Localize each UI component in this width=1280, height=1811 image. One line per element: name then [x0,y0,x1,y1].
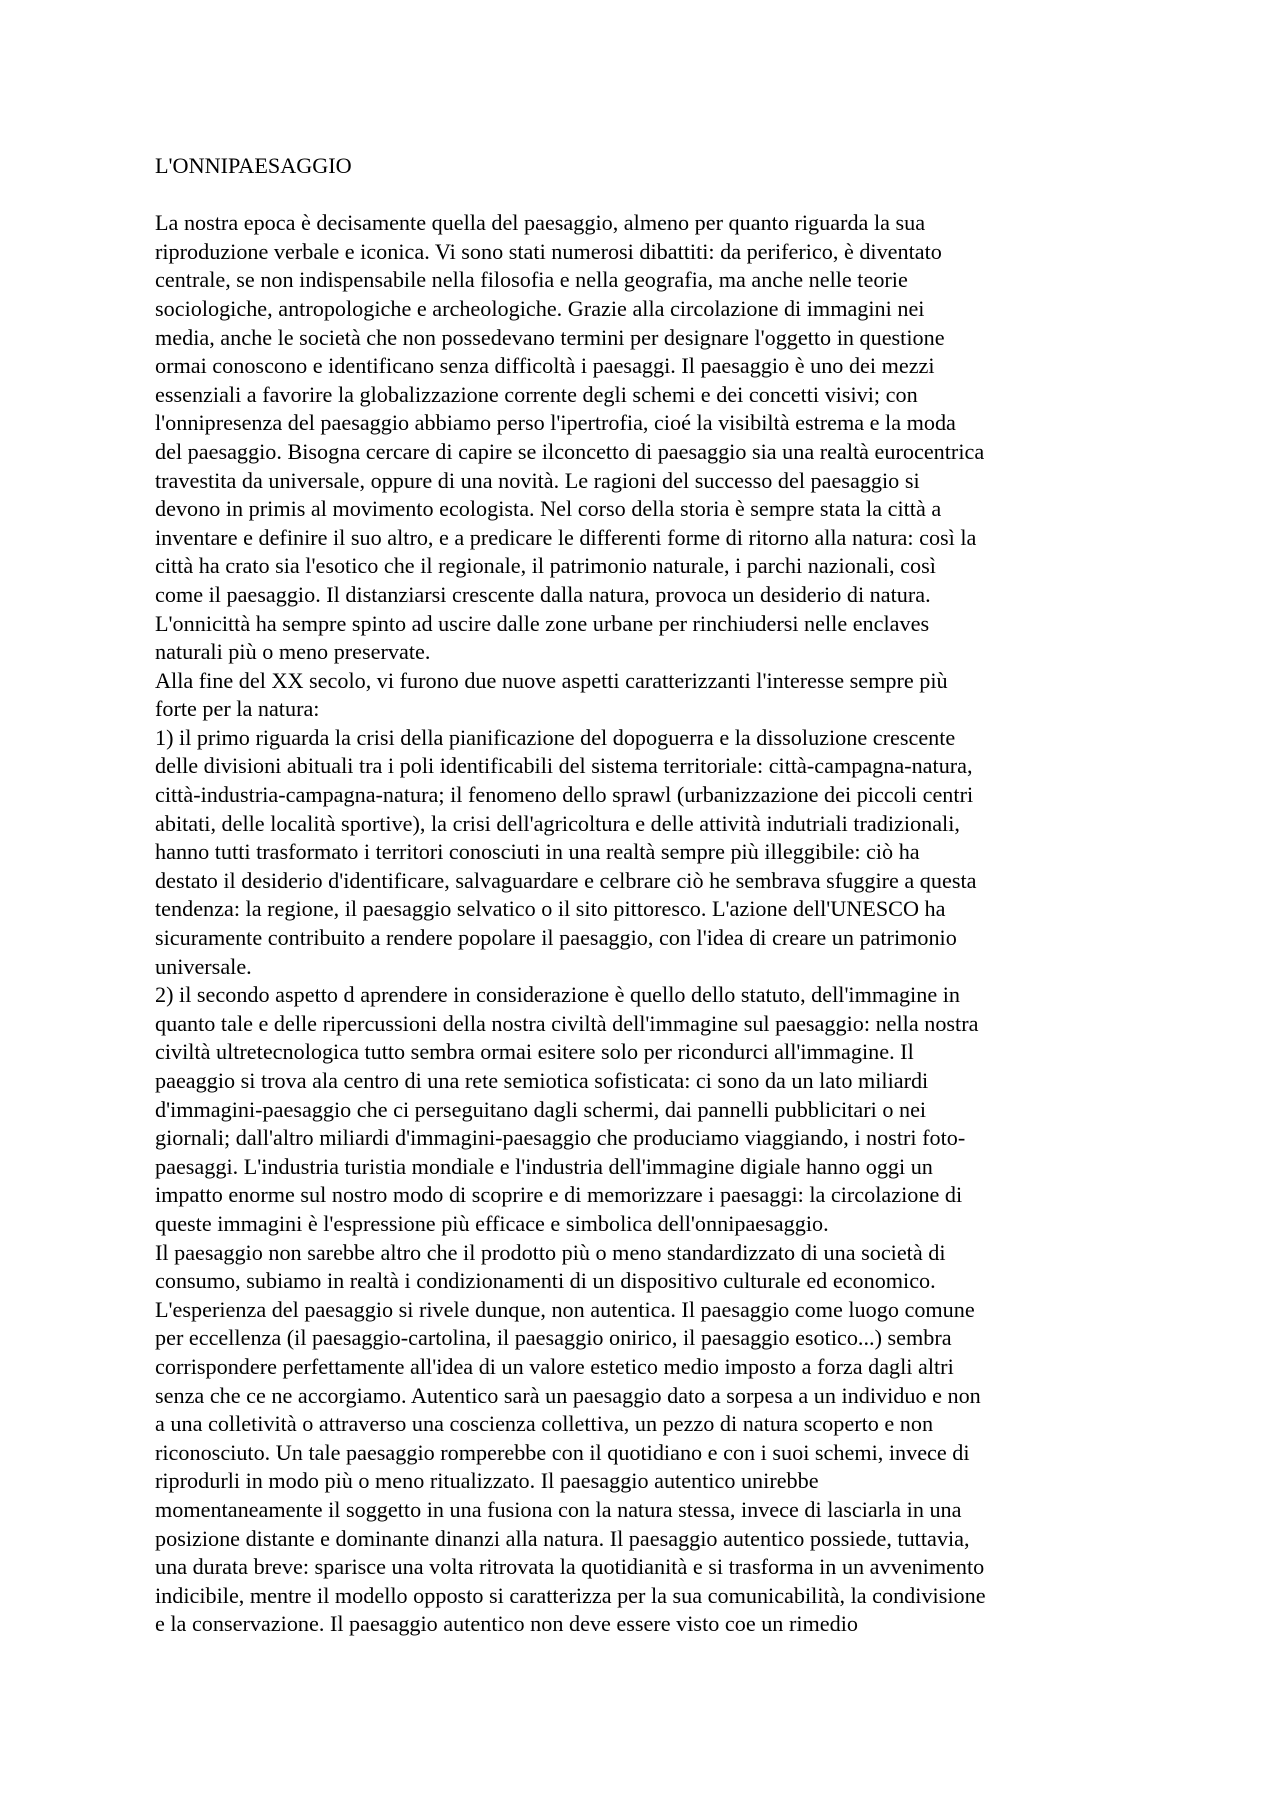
text-line: a una colletività o attraverso una coscienza collettiva, un pezzo di natura scoperto e non [155,1411,934,1437]
text-line: indicibile, mentre il modello opposto si caratterizza per la sua comunicabilità, la condivisione [155,1582,986,1608]
text-line: abitati, delle località sportive), la crisi dell'agricoltura e delle attività indutriali tradizionali, [155,810,960,836]
text-line: La nostra epoca è decisamente quella del paesaggio, almeno per quanto riguarda la sua [155,210,926,236]
document-body [155,209,1135,1639]
text-line: L'onnicittà ha sempre spinto ad uscire dalle zone urbane per rinchiudersi nelle enclaves [155,610,930,636]
text-line: destato il desiderio d'identificare, salvaguardare e celbrare ciò he sembrava sfuggire a questa [155,867,977,893]
text-line: una durata breve: sparisce una volta ritrovata la quotidianità e si trasforma in un avvenimento [155,1554,985,1580]
text-line: L'esperienza del paesaggio si rivele dunque, non autentica. Il paesaggio come luogo comune [155,1296,975,1322]
text-line: hanno tutti trasformato i territori conosciuti in una realtà sempre più illeggibile: ciò ha [155,839,920,865]
text-line: città ha crato sia l'esotico che il regionale, il patrimonio naturale, i parchi nazionali, così [155,553,936,579]
text-line: universale. [155,953,252,979]
text-line: posizione distante e dominante dinanzi alla natura. Il paesaggio autentico possiede, tuttavia, [155,1525,970,1551]
text-line: delle divisioni abituali tra i poli identificabili del sistema territoriale: città-campagna-natura, [155,753,973,779]
text-line: e la conservazione. Il paesaggio autentico non deve essere visto coe un rimedio [155,1611,858,1637]
text-line: momentaneamente il soggetto in una fusiona con la natura stessa, invece di lasciarla in una [155,1496,962,1522]
text-line: centrale, se non indispensabile nella filosofia e nella geografia, ma anche nelle teorie [155,267,908,293]
text-line: naturali più o meno preservate. [155,639,431,665]
blank-line [155,181,1135,210]
document-title: L'ONNIPAESAGGIO [155,153,352,178]
text-line: queste immagini è l'espressione più efficace e simbolica dell'onnipaesaggio. [155,1210,829,1236]
text-line: consumo, subiamo in realtà i condizionamenti di un dispositivo culturale ed economico. [155,1268,936,1294]
text-line: riconosciuto. Un tale paesaggio romperebbe con il quotidiano e con i suoi schemi, invece di [155,1439,970,1465]
text-line: come il paesaggio. Il distanziarsi crescente dalla natura, provoca un desiderio di natura. [155,581,931,607]
text-line: essenziali a favorire la globalizzazione corrente degli schemi e dei concetti visivi; con [155,381,918,407]
text-line: paeaggio si trova ala centro di una rete semiotica sofisticata: ci sono da un lato miliardi [155,1068,929,1093]
text-line: sicuramente contribuito a rendere popolare il paesaggio, con l'idea di creare un patrimonio [155,925,957,951]
text-line: 1) il primo riguarda la crisi della pianificazione del dopoguerra e la dissoluzione crescente [155,724,956,750]
text-line: d'immagini-paesaggio che ci perseguitano dagli schermi, dai pannelli pubblicitari o nei [155,1096,927,1122]
text-line: l'onnipresenza del paesaggio abbiamo perso l'ipertrofia, cioé la visibiltà estrema e la moda [155,410,956,436]
text-line: inventare e definire il suo altro, e a predicare le differenti forme di ritorno alla natura: così la [155,524,977,550]
text-line: 2) il secondo aspetto d aprendere in considerazione è quello dello statuto, dell'immagine in [155,982,960,1008]
text-line: Alla fine del XX secolo, vi furono due nuove aspetti caratterizzanti l'interesse sempre più [155,667,948,693]
text-line: corrispondere perfettamente all'idea di un valore estetico medio imposto a forza dagli altri [155,1353,954,1379]
document-text [155,152,1135,1639]
text-line: travestita da universale, oppure di una novità. Le ragioni del successo del paesaggio si [155,467,920,493]
text-line: civiltà ultretecnologica tutto sembra ormai esitere solo per ricondurci all'immagine. Il [155,1039,914,1065]
text-line: media, anche le società che non possedevano termini per designare l'oggetto in questione [155,324,945,350]
text-line: città-industria-campagna-natura; il fenomeno dello sprawl (urbanizzazione dei piccoli centri [155,782,974,808]
text-line: per eccellenza (il paesaggio-cartolina, il paesaggio onirico, il paesaggio esotico...) sembra [155,1325,952,1351]
text-line: senza che ce ne accorgiamo. Autentico sarà un paesaggio dato a sorpesa a un individuo e non [155,1382,981,1408]
text-line: impatto enorme sul nostro modo di scoprire e di memorizzare i paesaggi: la circolazione di [155,1182,963,1208]
text-line: riprodurli in modo più o meno ritualizzato. Il paesaggio autentico unirebbe [155,1468,819,1494]
text-line: devono in primis al movimento ecologista. Nel corso della storia è sempre stata la città a [155,496,942,522]
text-line: quanto tale e delle ripercussioni della nostra civiltà dell'immagine sul paesaggio: nella nostra [155,1010,979,1036]
text-line: ormai conoscono e identificano senza difficoltà i paesaggi. Il paesaggio è uno dei mezzi [155,353,935,379]
text-line: paesaggi. L'industria turistia mondiale e l'industria dell'immagine digiale hanno oggi un [155,1153,933,1179]
text-line: riproduzione verbale e iconica. Vi sono stati numerosi dibattiti: da periferico, è diventato [155,238,942,264]
text-line: tendenza: la regione, il paesaggio selvatico o il sito pittoresco. L'azione dell'UNESCO ha [155,896,946,922]
text-line: forte per la natura: [155,696,320,722]
text-line: Il paesaggio non sarebbe altro che il prodotto più o meno standardizzato di una società di [155,1239,946,1265]
text-line: sociologiche, antropologiche e archeologiche. Grazie alla circolazione di immagini nei [155,295,925,321]
text-line: giornali; dall'altro miliardi d'immagini-paesaggio che produciamo viaggiando, i nostri foto- [155,1125,966,1151]
text-line: del paesaggio. Bisogna cercare di capire se ilconcetto di paesaggio sia una realtà eurocentrica [155,438,985,464]
